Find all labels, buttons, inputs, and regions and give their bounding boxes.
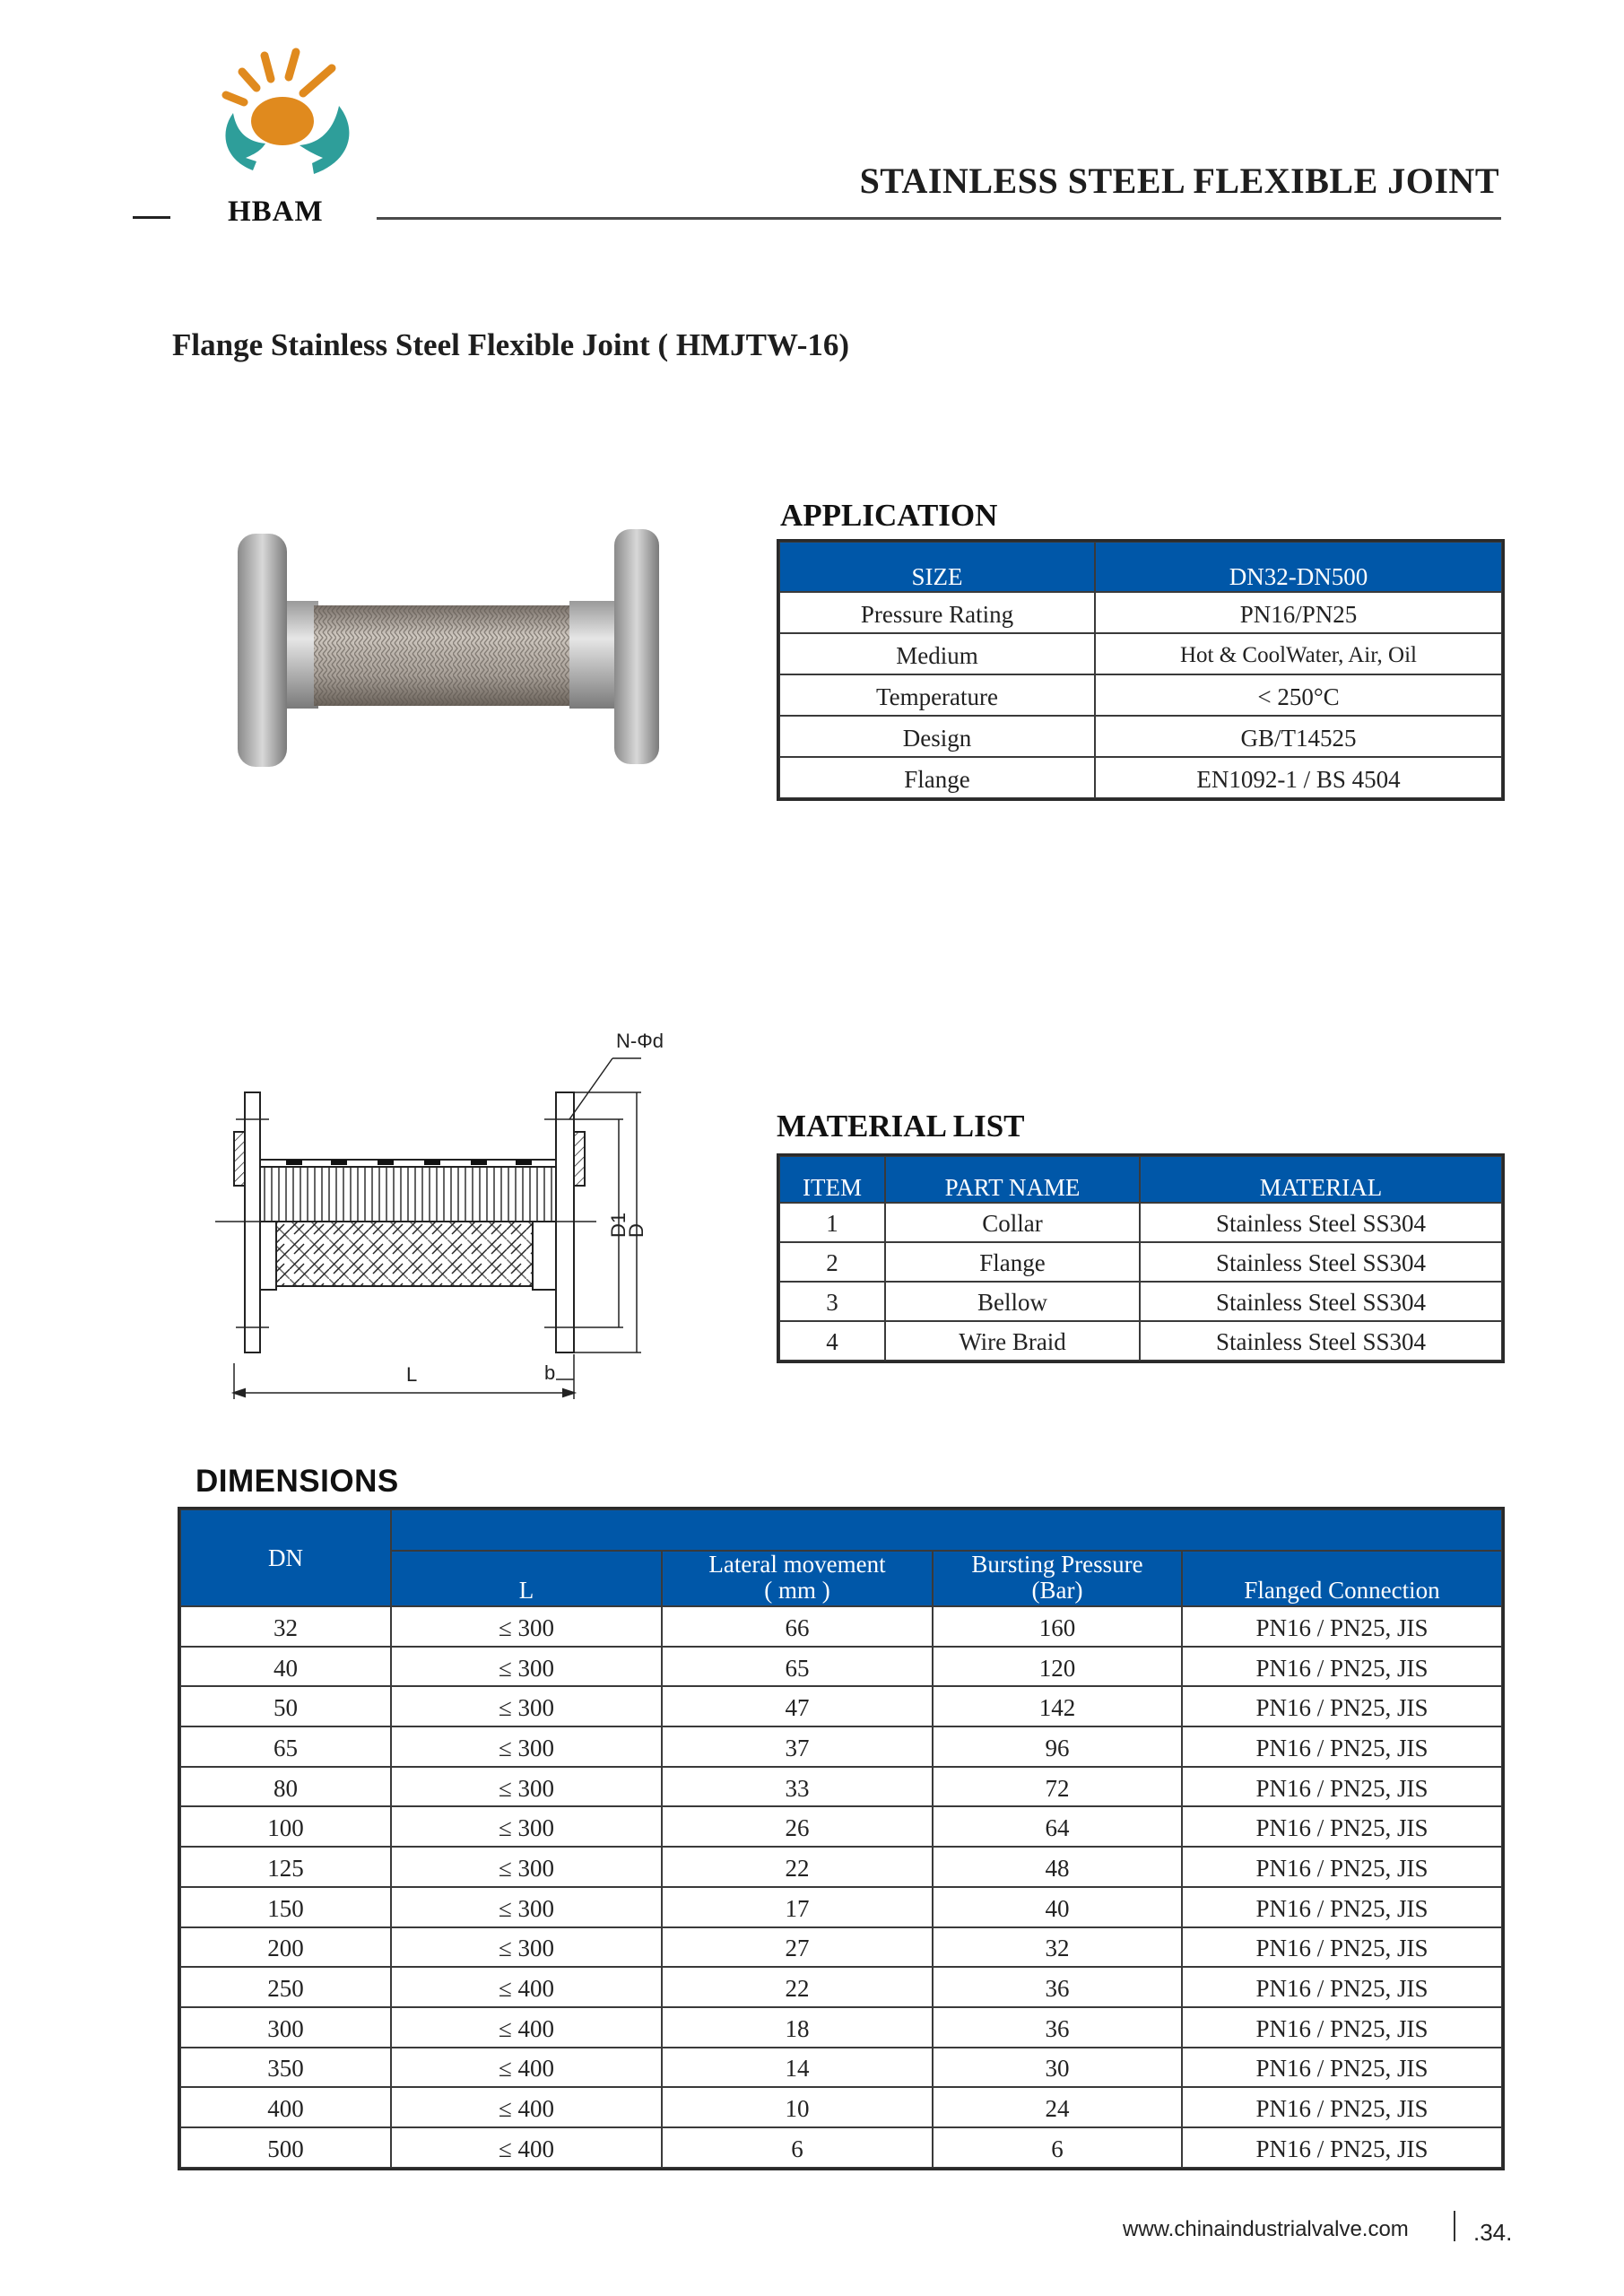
spec-label: Pressure Rating	[779, 592, 1095, 633]
cell-burst: 30	[933, 2048, 1182, 2088]
table-row	[180, 2087, 1502, 2127]
table-row	[180, 1606, 1502, 1647]
table-row	[180, 1927, 1502, 1968]
application-table	[778, 541, 1503, 799]
material: Stainless Steel SS304	[1140, 1203, 1502, 1242]
cell-burst: 72	[933, 1767, 1182, 1807]
footer-divider	[1454, 2211, 1455, 2241]
cell-l: ≤ 400	[391, 1967, 662, 2007]
table-row	[180, 1806, 1502, 1847]
application-heading: APPLICATION	[780, 498, 998, 533]
cell-dn: 80	[180, 1767, 391, 1807]
cell-dn: 250	[180, 1967, 391, 2007]
item-number: 3	[779, 1282, 885, 1321]
cell-burst: 40	[933, 1887, 1182, 1927]
col-material: MATERIAL	[1140, 1156, 1502, 1203]
dimensions-heading: DIMENSIONS	[195, 1464, 399, 1499]
cell-burst: 32	[933, 1927, 1182, 1968]
product-title: Flange Stainless Steel Flexible Joint ( HMJTW-16)	[172, 327, 850, 362]
col-bursting-pressure	[933, 1551, 1182, 1606]
cell-burst: 96	[933, 1726, 1182, 1767]
cell-dn: 125	[180, 1847, 391, 1887]
dimensions-header-row-top	[180, 1509, 1502, 1551]
cell-burst: 6	[933, 2127, 1182, 2168]
cell-flanged: PN16 / PN25, JIS	[1182, 1686, 1502, 1726]
cell-lateral: 22	[662, 1847, 933, 1887]
cell-burst: 36	[933, 2007, 1182, 2048]
cell-flanged: PN16 / PN25, JIS	[1182, 1647, 1502, 1687]
cell-flanged: PN16 / PN25, JIS	[1182, 1726, 1502, 1767]
cell-l: ≤ 300	[391, 1927, 662, 1968]
cell-burst: 120	[933, 1647, 1182, 1687]
thickness-label: b	[544, 1361, 556, 1384]
cell-flanged: PN16 / PN25, JIS	[1182, 1806, 1502, 1847]
cell-l: ≤ 400	[391, 2048, 662, 2088]
table-row	[180, 1726, 1502, 1767]
table-row	[779, 1321, 1502, 1361]
part-name: Bellow	[885, 1282, 1140, 1321]
cell-l: ≤ 300	[391, 1806, 662, 1847]
material-list-table	[778, 1155, 1503, 1361]
spec-label: Flange	[779, 757, 1095, 798]
part-name: Wire Braid	[885, 1321, 1140, 1361]
cell-l: ≤ 400	[391, 2007, 662, 2048]
table-row	[779, 592, 1502, 633]
table-row	[180, 1767, 1502, 1807]
cell-flanged: PN16 / PN25, JIS	[1182, 2087, 1502, 2127]
cell-dn: 200	[180, 1927, 391, 1968]
cell-l: ≤ 400	[391, 2127, 662, 2168]
dimensions-table	[179, 1509, 1503, 2169]
cell-flanged: PN16 / PN25, JIS	[1182, 1887, 1502, 1927]
size-label: SIZE	[779, 542, 1095, 592]
cell-lateral: 33	[662, 1767, 933, 1807]
cell-lateral: 47	[662, 1686, 933, 1726]
cell-dn: 32	[180, 1606, 391, 1647]
cell-flanged: PN16 / PN25, JIS	[1182, 1767, 1502, 1807]
cell-lateral: 27	[662, 1927, 933, 1968]
table-row	[779, 757, 1502, 798]
length-label: L	[406, 1363, 418, 1386]
cell-dn: 50	[180, 1686, 391, 1726]
cell-flanged: PN16 / PN25, JIS	[1182, 2127, 1502, 2168]
cell-dn: 500	[180, 2127, 391, 2168]
item-number: 1	[779, 1203, 885, 1242]
cell-dn: 150	[180, 1887, 391, 1927]
cell-burst: 48	[933, 1847, 1182, 1887]
cell-l: ≤ 400	[391, 2087, 662, 2127]
application-header-row	[779, 542, 1502, 592]
holes-label: N-Φd	[616, 1030, 664, 1052]
table-row	[180, 1967, 1502, 2007]
cell-burst: 142	[933, 1686, 1182, 1726]
cell-lateral: 14	[662, 2048, 933, 2088]
spec-value: < 250°C	[1095, 674, 1502, 716]
item-number: 2	[779, 1242, 885, 1282]
table-row	[180, 2127, 1502, 2168]
cell-dn: 400	[180, 2087, 391, 2127]
table-row	[779, 633, 1502, 674]
cell-l: ≤ 300	[391, 1606, 662, 1647]
col-lateral-movement	[662, 1551, 933, 1606]
material-header-row	[779, 1156, 1502, 1203]
header-rule	[377, 217, 1501, 220]
item-number: 4	[779, 1321, 885, 1361]
cell-flanged: PN16 / PN25, JIS	[1182, 2007, 1502, 2048]
bolt-circle-label: D1	[607, 1212, 630, 1238]
cell-lateral: 17	[662, 1887, 933, 1927]
cell-burst: 160	[933, 1606, 1182, 1647]
cell-lateral: 18	[662, 2007, 933, 2048]
cell-lateral: 65	[662, 1647, 933, 1687]
cell-l: ≤ 300	[391, 1647, 662, 1687]
cell-l: ≤ 300	[391, 1686, 662, 1726]
part-name: Collar	[885, 1203, 1140, 1242]
table-row	[180, 2048, 1502, 2088]
table-row	[779, 1242, 1502, 1282]
cell-flanged: PN16 / PN25, JIS	[1182, 2048, 1502, 2088]
cell-lateral: 37	[662, 1726, 933, 1767]
cell-l: ≤ 300	[391, 1847, 662, 1887]
table-row	[180, 2007, 1502, 2048]
header-span	[391, 1509, 1502, 1551]
cell-burst: 36	[933, 1967, 1182, 2007]
lateral-label: Lateral movement	[708, 1551, 886, 1578]
hbam-logo-icon	[206, 43, 368, 178]
spec-value: Hot & CoolWater, Air, Oil	[1095, 633, 1502, 674]
cell-lateral: 26	[662, 1806, 933, 1847]
page-number: .34.	[1473, 2219, 1513, 2246]
spec-label: Design	[779, 716, 1095, 757]
part-name: Flange	[885, 1242, 1140, 1282]
cell-burst: 24	[933, 2087, 1182, 2127]
brand-name: HBAM	[228, 196, 324, 228]
size-value: DN32-DN500	[1095, 542, 1502, 592]
cell-lateral: 10	[662, 2087, 933, 2127]
outer-diameter-label: D	[625, 1223, 647, 1238]
col-item: ITEM	[779, 1156, 885, 1203]
cell-dn: 100	[180, 1806, 391, 1847]
table-row	[779, 1282, 1502, 1321]
dimensions-body	[180, 1606, 1502, 2168]
spec-value: PN16/PN25	[1095, 592, 1502, 633]
table-row	[779, 674, 1502, 716]
cell-dn: 300	[180, 2007, 391, 2048]
table-row	[180, 1847, 1502, 1887]
header-dash	[133, 216, 170, 219]
lateral-unit: ( mm )	[764, 1576, 830, 1604]
table-row	[180, 1686, 1502, 1726]
material: Stainless Steel SS304	[1140, 1321, 1502, 1361]
burst-label: Bursting Pressure	[971, 1551, 1143, 1578]
col-dn: DN	[180, 1509, 391, 1606]
cell-l: ≤ 300	[391, 1767, 662, 1807]
material-list-heading: MATERIAL LIST	[777, 1109, 1025, 1144]
burst-unit: (Bar)	[1031, 1576, 1083, 1604]
spec-label: Temperature	[779, 674, 1095, 716]
cell-lateral: 22	[662, 1967, 933, 2007]
table-row	[779, 716, 1502, 757]
cell-flanged: PN16 / PN25, JIS	[1182, 1606, 1502, 1647]
cell-l: ≤ 300	[391, 1726, 662, 1767]
cell-l: ≤ 300	[391, 1887, 662, 1927]
document-title: STAINLESS STEEL FLEXIBLE JOINT	[859, 161, 1499, 201]
spec-label: Medium	[779, 633, 1095, 674]
material: Stainless Steel SS304	[1140, 1282, 1502, 1321]
spec-value: EN1092-1 / BS 4504	[1095, 757, 1502, 798]
cell-dn: 40	[180, 1647, 391, 1687]
table-row	[180, 1887, 1502, 1927]
cell-flanged: PN16 / PN25, JIS	[1182, 1927, 1502, 1968]
cell-flanged: PN16 / PN25, JIS	[1182, 1967, 1502, 2007]
cell-lateral: 66	[662, 1606, 933, 1647]
table-row	[779, 1203, 1502, 1242]
cell-flanged: PN16 / PN25, JIS	[1182, 1847, 1502, 1887]
material: Stainless Steel SS304	[1140, 1242, 1502, 1282]
col-flanged-connection: Flanged Connection	[1182, 1551, 1502, 1606]
col-l: L	[391, 1551, 662, 1606]
flexible-joint-photo-icon	[220, 525, 668, 771]
cell-burst: 64	[933, 1806, 1182, 1847]
spec-value: GB/T14525	[1095, 716, 1502, 757]
col-part-name: PART NAME	[885, 1156, 1140, 1203]
table-row	[180, 1647, 1502, 1687]
technical-drawing-icon	[211, 1022, 749, 1408]
cell-dn: 65	[180, 1726, 391, 1767]
cell-lateral: 6	[662, 2127, 933, 2168]
footer-url-link[interactable]: www.chinaindustrialvalve.com	[1123, 2217, 1409, 2241]
cell-dn: 350	[180, 2048, 391, 2088]
